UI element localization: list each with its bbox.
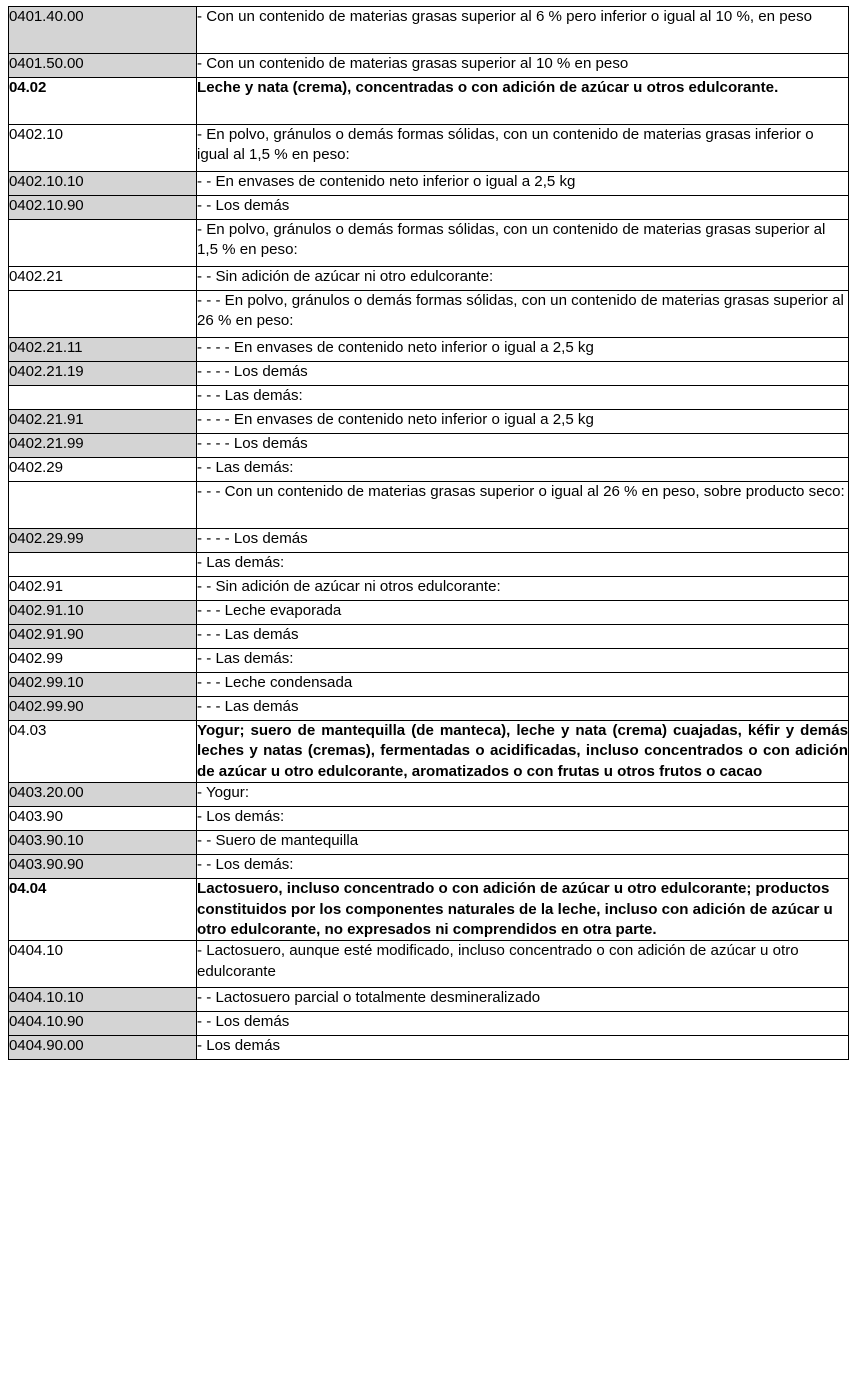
- tariff-description-cell: [197, 196, 849, 220]
- tariff-code-cell: 0402.91.90: [9, 625, 197, 649]
- tariff-description-cell: [197, 338, 849, 362]
- table-row: [9, 54, 849, 78]
- tariff-table: [8, 6, 849, 1060]
- tariff-code-cell: 04.02: [9, 78, 197, 125]
- table-row: [9, 125, 849, 172]
- tariff-description-cell: [197, 267, 849, 291]
- table-row: [9, 172, 849, 196]
- tariff-description-text: - - - Las demás:: [197, 387, 303, 404]
- tariff-code-cell: 0401.50.00: [9, 54, 197, 78]
- table-row: [9, 855, 849, 879]
- tariff-code-cell: 0402.21.99: [9, 434, 197, 458]
- tariff-description-text: - - Lactosuero parcial o totalmente desmineralizado: [197, 989, 541, 1007]
- tariff-description-cell: [197, 529, 849, 553]
- tariff-code-cell: 0403.90.10: [9, 831, 197, 855]
- table-row: [9, 291, 849, 338]
- table-row: [9, 529, 849, 553]
- tariff-description-text: - - - - En envases de contenido neto inferior o igual a 2,5 kg: [197, 411, 594, 428]
- table-row: [9, 988, 849, 1012]
- tariff-code-cell: 0404.10.10: [9, 988, 197, 1012]
- tariff-description-cell: [197, 807, 849, 831]
- tariff-description-cell: [197, 458, 849, 482]
- tariff-code-cell: 0402.91.10: [9, 601, 197, 625]
- tariff-code-cell: [9, 220, 197, 267]
- table-row: [9, 625, 849, 649]
- tariff-code-cell: 04.03: [9, 721, 197, 783]
- tariff-code-cell: 0403.90: [9, 807, 197, 831]
- tariff-description-cell: [197, 54, 849, 78]
- tariff-description-cell: [197, 673, 849, 697]
- tariff-description-text: - - - Leche condensada: [197, 674, 353, 691]
- table-row: [9, 7, 849, 54]
- tariff-code-cell: 0402.29: [9, 458, 197, 482]
- table-row: [9, 783, 849, 807]
- tariff-code-cell: 0402.21: [9, 267, 197, 291]
- tariff-description-cell: [197, 386, 849, 410]
- tariff-description-text: Yogur; suero de mantequilla (de manteca), leche y nata (crema) cuajadas, kéfir y demás leches y natas (cremas), fermentadas o acidificadas, incluso concentrados o con adición de azúcar u otro edulcorante, aromatizados o con frutas u otros frutos o cacao: [197, 722, 848, 780]
- tariff-code-cell: 0404.10: [9, 941, 197, 988]
- tariff-description-text: - En polvo, gránulos o demás formas sólidas, con un contenido de materias grasas inferior o igual al 1,5 % en peso:: [197, 126, 814, 164]
- table-row: [9, 410, 849, 434]
- tariff-description-cell: [197, 362, 849, 386]
- tariff-description-cell: [197, 220, 849, 267]
- tariff-description-text: - - - - Los demás: [197, 530, 308, 547]
- tariff-description-text: - - Los demás: [197, 197, 290, 214]
- tariff-description-cell: [197, 649, 849, 673]
- tariff-description-cell: [197, 697, 849, 721]
- tariff-description-text: - - Los demás: [197, 1013, 290, 1031]
- tariff-description-cell: [197, 721, 849, 783]
- tariff-description-text: - - - - Los demás: [197, 435, 308, 452]
- tariff-description-text: Leche y nata (crema), concentradas o con adición de azúcar u otros edulcorante.: [197, 79, 779, 96]
- tariff-code-cell: 0403.20.00: [9, 783, 197, 807]
- tariff-code-cell: 0402.21.11: [9, 338, 197, 362]
- table-row: [9, 721, 849, 783]
- tariff-code-cell: 0401.40.00: [9, 7, 197, 54]
- tariff-description-cell: [197, 879, 849, 941]
- tariff-code-cell: 0404.10.90: [9, 1012, 197, 1036]
- table-row: [9, 458, 849, 482]
- tariff-description-text: - - - En polvo, gránulos o demás formas sólidas, con un contenido de materias grasas superior al 26 % en peso:: [197, 292, 844, 330]
- tariff-description-cell: [197, 855, 849, 879]
- table-row: [9, 1012, 849, 1036]
- tariff-description-text: - - - Las demás: [197, 626, 299, 643]
- tariff-description-text: - Los demás: [197, 1037, 281, 1055]
- tariff-code-cell: 0402.99.90: [9, 697, 197, 721]
- table-row: [9, 220, 849, 267]
- table-row: [9, 553, 849, 577]
- tariff-description-cell: [197, 625, 849, 649]
- tariff-code-cell: 0403.90.90: [9, 855, 197, 879]
- tariff-description-text: - - - Las demás: [197, 698, 299, 715]
- table-row: [9, 362, 849, 386]
- tariff-description-cell: [197, 988, 849, 1012]
- table-row: [9, 1036, 849, 1060]
- table-row: [9, 697, 849, 721]
- tariff-code-cell: 0402.10.10: [9, 172, 197, 196]
- tariff-description-cell: [197, 553, 849, 577]
- tariff-description-cell: [197, 434, 849, 458]
- tariff-description-cell: [197, 7, 849, 54]
- table-row: [9, 879, 849, 941]
- tariff-description-cell: [197, 125, 849, 172]
- tariff-description-text: - - Sin adición de azúcar ni otro edulcorante:: [197, 268, 494, 285]
- tariff-description-text: - - - Con un contenido de materias grasas superior o igual al 26 % en peso, sobre producto seco:: [197, 483, 845, 500]
- tariff-code-cell: [9, 553, 197, 577]
- tariff-code-cell: 0402.99.10: [9, 673, 197, 697]
- tariff-description-text: - Yogur:: [197, 784, 250, 802]
- table-row: [9, 267, 849, 291]
- tariff-description-text: - Con un contenido de materias grasas superior al 6 % pero inferior o igual al 10 %, en peso: [197, 8, 813, 25]
- tariff-description-cell: [197, 601, 849, 625]
- tariff-description-cell: [197, 172, 849, 196]
- tariff-description-cell: [197, 410, 849, 434]
- tariff-code-cell: 0402.29.99: [9, 529, 197, 553]
- table-row: [9, 338, 849, 362]
- table-row: [9, 941, 849, 988]
- table-row: [9, 577, 849, 601]
- tariff-description-text: - Las demás:: [197, 554, 285, 571]
- tariff-description-text: - - Los demás:: [197, 856, 294, 874]
- tariff-description-cell: [197, 941, 849, 988]
- tariff-code-cell: [9, 291, 197, 338]
- tariff-description-text: - - - - Los demás: [197, 363, 308, 380]
- tariff-description-text: - - En envases de contenido neto inferior o igual a 2,5 kg: [197, 173, 576, 190]
- table-row: [9, 831, 849, 855]
- tariff-description-text: Lactosuero, incluso concentrado o con adición de azúcar u otro edulcorante; productos constituidos por los componentes naturales de la leche, incluso con adición de azúcar u otro edulcorante, no expresados ni comprendidos en otra parte.: [197, 880, 833, 939]
- table-row: [9, 78, 849, 125]
- table-row: [9, 196, 849, 220]
- tariff-code-cell: 0404.90.00: [9, 1036, 197, 1060]
- tariff-description-cell: [197, 577, 849, 601]
- tariff-description-cell: [197, 831, 849, 855]
- tariff-code-cell: 0402.99: [9, 649, 197, 673]
- tariff-table-body: [9, 7, 849, 1060]
- tariff-description-text: - - Las demás:: [197, 459, 294, 476]
- tariff-code-cell: [9, 386, 197, 410]
- tariff-description-cell: [197, 1012, 849, 1036]
- tariff-code-cell: 0402.10: [9, 125, 197, 172]
- tariff-code-cell: [9, 482, 197, 529]
- tariff-description-text: - - - - En envases de contenido neto inferior o igual a 2,5 kg: [197, 339, 594, 356]
- tariff-description-text: - Los demás:: [197, 808, 285, 826]
- table-row: [9, 482, 849, 529]
- tariff-description-text: - - Las demás:: [197, 650, 294, 667]
- tariff-description-text: - En polvo, gránulos o demás formas sólidas, con un contenido de materias grasas superior al 1,5 % en peso:: [197, 221, 826, 259]
- tariff-description-text: - - Sin adición de azúcar ni otros edulcorante:: [197, 578, 501, 595]
- tariff-code-cell: 04.04: [9, 879, 197, 941]
- tariff-description-text: - Con un contenido de materias grasas superior al 10 % en peso: [197, 55, 629, 72]
- tariff-code-cell: 0402.21.19: [9, 362, 197, 386]
- tariff-description-cell: [197, 482, 849, 529]
- table-row: [9, 601, 849, 625]
- table-row: [9, 434, 849, 458]
- tariff-code-cell: 0402.91: [9, 577, 197, 601]
- tariff-description-text: - Lactosuero, aunque esté modificado, incluso concentrado o con adición de azúcar u otro edulcorante: [197, 942, 799, 980]
- tariff-description-cell: [197, 1036, 849, 1060]
- tariff-description-text: - - - Leche evaporada: [197, 602, 342, 619]
- table-row: [9, 807, 849, 831]
- tariff-code-cell: 0402.10.90: [9, 196, 197, 220]
- table-row: [9, 649, 849, 673]
- tariff-description-text: - - Suero de mantequilla: [197, 832, 359, 850]
- tariff-description-cell: [197, 78, 849, 125]
- tariff-code-cell: 0402.21.91: [9, 410, 197, 434]
- tariff-description-cell: [197, 291, 849, 338]
- table-row: [9, 386, 849, 410]
- tariff-description-cell: [197, 783, 849, 807]
- table-row: [9, 673, 849, 697]
